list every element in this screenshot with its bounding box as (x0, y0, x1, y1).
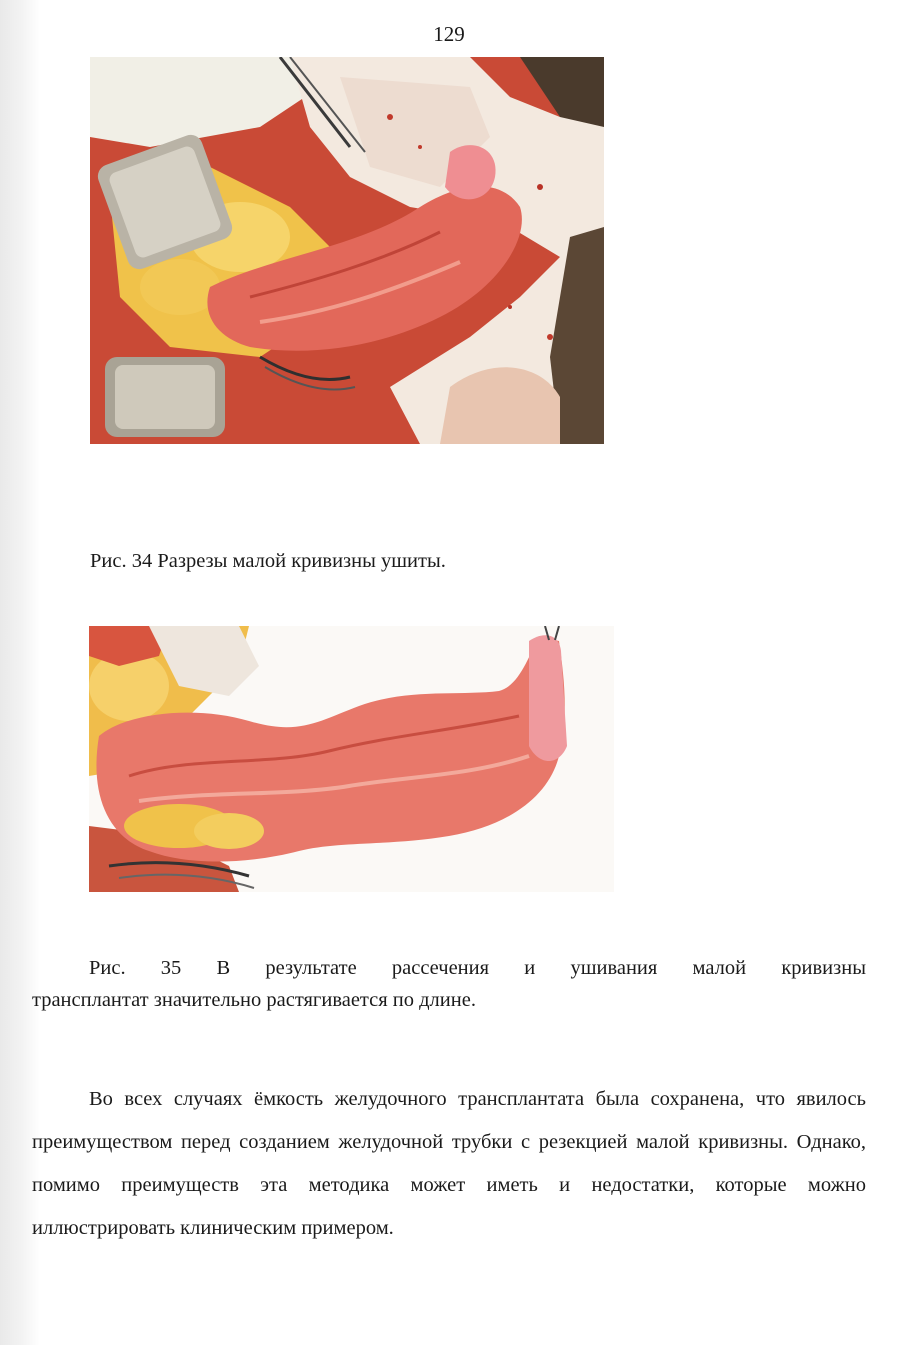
figure-35-caption-line2: трансплантат значительно растягивается по длине. (32, 988, 476, 1011)
figure-34-photo (90, 57, 604, 444)
body-paragraph (32, 1078, 866, 1250)
surgical-photo-stomach-sutured (90, 57, 604, 444)
page-number: 129 (433, 22, 465, 46)
surgical-photo-stretched-transplant (89, 626, 614, 892)
figure-35-photo (89, 626, 614, 892)
figure-35-caption-line1: Рис. 35 В результате рассечения и ушивания малой кривизны (89, 957, 866, 979)
figure-35-caption (32, 953, 866, 1017)
body-paragraph-text: Во всех случаях ёмкость желудочного трансплантата была сохранена, что явилось преимуществом перед созданием желудочной трубки с резекцией малой кривизны. Однако, помимо преимуществ эта методика может иметь и недостатки, которые можно иллюстрировать клиническим примером. (32, 1088, 866, 1239)
figure-34-caption: Рис. 34 Разрезы малой кривизны ушиты. (90, 550, 446, 572)
